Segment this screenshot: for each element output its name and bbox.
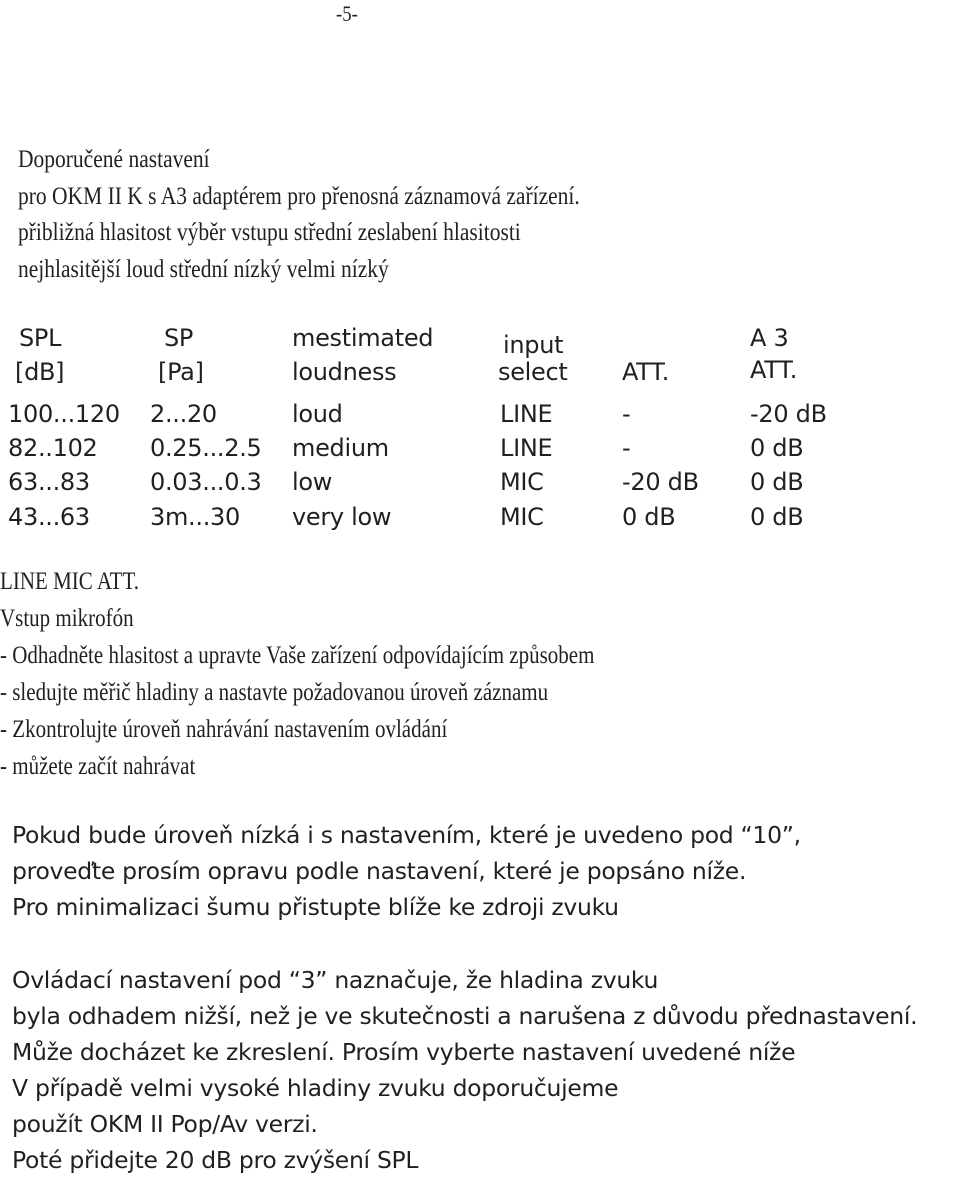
- cell-att: -20 dB: [622, 468, 699, 496]
- distortion-note: [12, 962, 917, 1178]
- cell-att: -: [622, 434, 631, 462]
- cell-spl: 82..102: [8, 434, 98, 462]
- intro-line: Doporučené nastavení: [18, 146, 210, 173]
- header-sp-unit: [Pa]: [158, 358, 204, 386]
- cell-sp: 0.25...2.5: [150, 434, 262, 462]
- cell-a3: 0 dB: [750, 434, 804, 462]
- cell-sp: 0.03...0.3: [150, 468, 262, 496]
- cell-input: MIC: [500, 468, 544, 496]
- note-line: Může docházet ke zkreslení. Prosím vyberte nastavení uvedené níže: [12, 1038, 796, 1066]
- note-line: Pokud bude úroveň nízká i s nastavením, které je uvedeno pod “10”,: [12, 821, 801, 849]
- cell-a3: 0 dB: [750, 468, 804, 496]
- low-level-note: [12, 817, 801, 925]
- intro-heading-block: [18, 142, 671, 288]
- instruction-line: - Odhadněte hlasitost a upravte Vaše zařízení odpovídajícím způsobem: [0, 642, 595, 669]
- page-number: -5-: [336, 1, 358, 26]
- intro-line: nejhlasitější loud střední nízký velmi nízký: [18, 255, 389, 283]
- cell-spl: 100...120: [8, 400, 120, 428]
- note-line: byla odhadem nižší, než je ve skutečnosti a narušena z důvodu přednastavení.: [12, 1002, 918, 1030]
- note-line: V případě velmi vysoké hladiny zvuku doporučujeme: [12, 1074, 619, 1102]
- cell-att: 0 dB: [622, 503, 676, 531]
- instruction-line: - sledujte měřič hladiny a nastavte požadovanou úroveň záznamu: [0, 679, 549, 706]
- cell-spl: 63...83: [8, 468, 90, 496]
- cell-att: -: [622, 400, 631, 428]
- settings-table: [0, 320, 960, 540]
- header-sp: SP: [164, 324, 194, 352]
- cell-spl: 43...63: [8, 503, 90, 531]
- cell-loudness: very low: [292, 503, 392, 531]
- instruction-line: - Zkontrolujte úroveň nahrávání nastavením ovládání: [0, 716, 448, 743]
- header-loudness-2: loudness: [292, 358, 397, 386]
- header-a3-att: ATT.: [750, 356, 798, 384]
- header-input-2: select: [498, 358, 568, 386]
- cell-input: MIC: [500, 503, 544, 531]
- note-line: Poté přidejte 20 dB pro zvýšení SPL: [12, 1146, 419, 1174]
- cell-loudness: low: [292, 468, 333, 496]
- header-a3: A 3: [750, 324, 789, 352]
- instruction-line: LINE MIC ATT.: [0, 568, 140, 595]
- header-spl: SPL: [19, 324, 62, 352]
- intro-line: pro OKM II K s A3 adaptérem pro přenosná záznamová zařízení.: [18, 182, 580, 210]
- header-loudness: mestimated: [292, 324, 434, 352]
- note-line: Ovládací nastavení pod “3” naznačuje, že hladina zvuku: [12, 966, 659, 994]
- instruction-line: Vstup mikrofón: [0, 605, 134, 632]
- cell-loudness: medium: [292, 434, 389, 462]
- cell-sp: 2...20: [150, 400, 217, 428]
- header-att: ATT.: [622, 358, 670, 386]
- cell-input: LINE: [500, 434, 553, 462]
- cell-a3: -20 dB: [750, 400, 827, 428]
- cell-input: LINE: [500, 400, 553, 428]
- header-spl-unit: [dB]: [15, 358, 65, 386]
- header-input: input: [503, 331, 564, 359]
- note-line: použít OKM II Pop/Av verzi.: [12, 1110, 318, 1138]
- note-line: proveďte prosím opravu podle nastavení, které je popsáno níže.: [12, 857, 747, 885]
- cell-sp: 3m...30: [150, 503, 240, 531]
- cell-loudness: loud: [292, 400, 343, 428]
- instructions-block: [0, 563, 708, 785]
- instruction-line: - můžete začít nahrávat: [0, 753, 196, 780]
- intro-line: přibližná hlasitost výběr vstupu střední zeslabení hlasitosti: [18, 219, 521, 246]
- cell-a3: 0 dB: [750, 503, 804, 531]
- note-line: Pro minimalizaci šumu přistupte blíže ke zdroji zvuku: [12, 893, 619, 921]
